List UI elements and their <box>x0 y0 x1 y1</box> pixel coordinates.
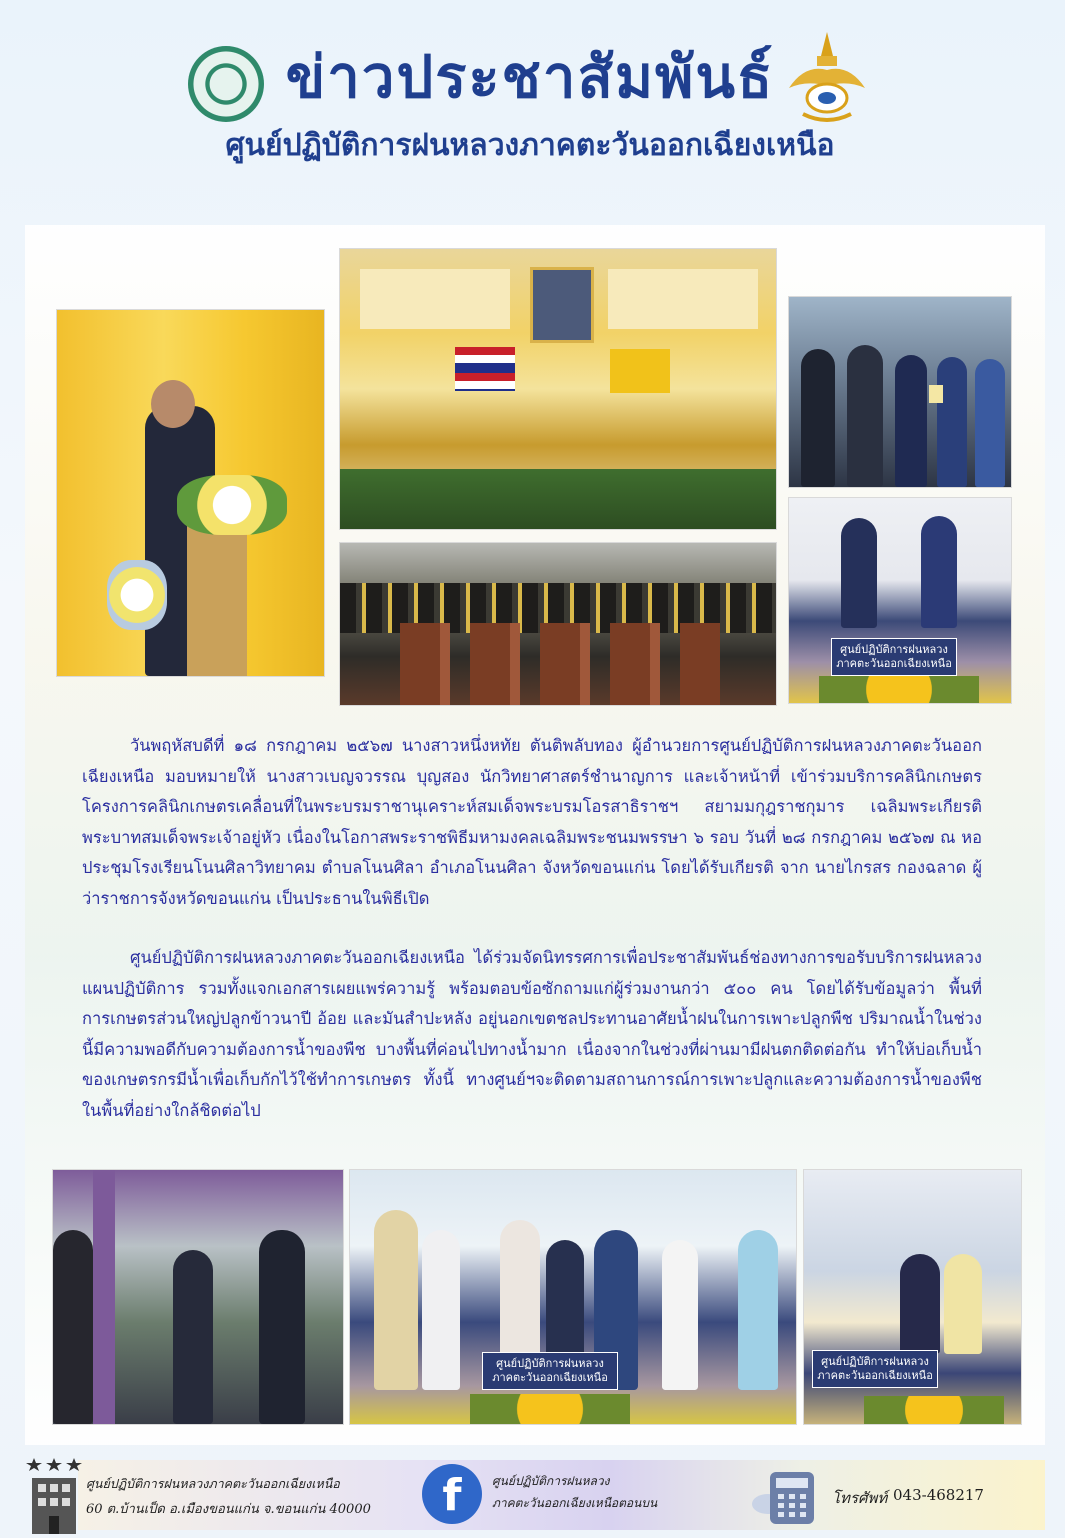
person-figure <box>53 1230 93 1424</box>
flower-arrangement <box>177 475 287 535</box>
award-photo <box>788 296 1012 488</box>
booth-sign <box>482 1352 618 1390</box>
visitor-figure <box>662 1240 698 1390</box>
booth-sign-line: ศูนย์ปฏิบัติการฝนหลวง <box>840 643 948 656</box>
footer-address-line-1: ศูนย์ปฏิบัติการฝนหลวงภาคตะวันออกเฉียงเหนือ <box>86 1476 340 1491</box>
pillar <box>93 1170 115 1424</box>
visitor-figure <box>738 1230 778 1390</box>
phone-label: โทรศัพท์ <box>832 1489 888 1507</box>
visitor-figure <box>374 1210 418 1390</box>
page-footer <box>0 1450 1065 1538</box>
sunflowers <box>864 1396 1004 1424</box>
staff-figure <box>841 518 877 628</box>
stage-photo <box>339 248 777 530</box>
sunflowers <box>470 1394 630 1424</box>
facebook-page-line-1[interactable]: ศูนย์ปฏิบัติการฝนหลวง <box>492 1474 610 1488</box>
staff-figure <box>921 516 957 628</box>
page-subtitle: ศูนย์ปฏิบัติการฝนหลวงภาคตะวันออกเฉียงเหนือ <box>225 128 835 163</box>
booth-sign-line: ภาคตะวันออกเฉียงเหนือ <box>836 657 952 670</box>
booth-sign-line: ศูนย์ปฏิบัติการฝนหลวง <box>496 1357 604 1370</box>
phone-number[interactable]: 043-468217 <box>893 1486 984 1504</box>
department-seal-icon <box>188 46 264 122</box>
visitor-figure <box>422 1230 460 1390</box>
banner-left <box>360 269 510 329</box>
page-header <box>0 0 1065 220</box>
visitor-figure <box>944 1254 982 1354</box>
article-paragraph-2: ศูนย์ปฏิบัติการฝนหลวงภาคตะวันออกเฉียงเหนือ ได้ร่วมจัดนิทรรศการเพื่อประชาสัมพันธ์ช่องทางการขอรับบริการฝนหลวง แผนปฏิบัติการ รวมทั้งแจกเอกสารเผยแพร่ความรู้ พร้อมตอบข้อซักถามแก่ผู้ร่วมงานกว่า ๕๐๐ คน โดยได้รับข้อมูลว่า พื้นที่การเกษตรส่วนใหญ่ปลูกข้าวนาปี อ้อย และมันสำปะหลัง อยู่นอกเขตชลประทานอาศัยน้ำฝนในการเพาะปลูกพืช ปริมาณน้ำในช่วงนี้มีความพอดีกับความต้องการน้ำของพืช บางพื้นที่ค่อนไปทางน้ำมาก เนื่องจากในช่วงที่ผ่านมามีฝนตกติดต่อกัน ทำให้บ่อเก็บน้ำของเกษตรกรมีน้ำเพื่อเก็บกักไว้ใช้ทำการเกษตร ทั้งนี้ ทางศูนย์ฯจะติดตามสถานการณ์การเพาะปลูกและความต้องการน้ำของพืชในพื้นที่อย่างใกล้ชิดต่อไป <box>82 948 982 1120</box>
sunflowers <box>819 676 979 703</box>
booth-consultation-photo <box>803 1169 1022 1425</box>
royal-rainmaking-emblem-icon <box>785 30 869 126</box>
article-paragraph-1: วันพฤหัสบดีที่ ๑๘ กรกฎาคม ๒๕๖๗ นางสาวหนึ่งหทัย ตันติพลับทอง ผู้อำนวยการศูนย์ปฏิบัติการฝนหลวงภาคตะวันออกเฉียงเหนือ มอบหมายให้ นางสาวเบญจวรรณ บุญสอง นักวิทยาศาสตร์ชำนาญการ และเจ้าหน้าที่ เข้าร่วมบริการคลินิกเกษตร โครงการคลินิกเกษตรเคลื่อนที่ในพระบรมราชานุเคราะห์สมเด็จพระบรมโอรสาธิราชฯ สยามมกุฎราชกุมาร เฉลิมพระเกียรติพระบาทสมเด็จพระเจ้าอยู่หัว เนื่องในโอกาสพระราชพิธีมหามงคลเฉลิมพระชนมพรรษา ๖ รอบ วันที่ ๒๘ กรกฎาคม ๒๕๖๗ ณ หอประชุมโรงเรียนโนนศิลาวิทยาคม ตำบลโนนศิลา อำเภอโนนศิลา จังหวัดขอนแก่น โดยได้รับเกียรติ จาก นายไกรสร กองฉลาด ผู้ว่าราชการจังหวัดขอนแก่น เป็นประธานในพิธีเปิด <box>82 736 982 908</box>
royal-yellow-flags <box>610 349 670 393</box>
booth-sign <box>831 638 957 676</box>
booth-visitors-photo <box>349 1169 797 1425</box>
booth-sign <box>812 1350 938 1388</box>
person-figure <box>801 349 835 487</box>
thai-flags <box>455 347 515 391</box>
person-figure <box>259 1230 305 1424</box>
booth-sign-line: ภาคตะวันออกเฉียงเหนือ <box>817 1369 933 1382</box>
banner-right <box>608 269 758 329</box>
wooden-chairs <box>400 623 720 705</box>
page-title: ข่าวประชาสัมพันธ์ <box>285 43 775 111</box>
telephone-icon <box>752 1464 824 1528</box>
exhibition-booth-photo <box>788 497 1012 704</box>
person-figure <box>895 355 927 487</box>
facebook-page-line-2[interactable]: ภาคตะวันออกเฉียงเหนือตอนบน <box>492 1496 658 1510</box>
stage-plants <box>340 469 776 529</box>
person-figure <box>975 359 1005 487</box>
royal-portrait <box>530 267 594 343</box>
person-figure <box>173 1250 213 1424</box>
building-icon <box>26 1456 82 1534</box>
flower-vase-left <box>107 560 167 630</box>
footer-address-line-2: 60 ต.บ้านเป็ด อ.เมืองขอนแก่น จ.ขอนแก่น 40000 <box>86 1502 371 1517</box>
facebook-icon[interactable]: f <box>422 1464 482 1524</box>
visit-photo <box>52 1169 344 1425</box>
person-figure <box>937 357 967 487</box>
speaker-photo <box>56 309 325 677</box>
staff-figure <box>900 1254 940 1354</box>
person-figure <box>847 345 883 487</box>
booth-sign-line: ภาคตะวันออกเฉียงเหนือ <box>492 1371 608 1384</box>
audience-photo <box>339 542 777 706</box>
booth-sign-line: ศูนย์ปฏิบัติการฝนหลวง <box>821 1355 929 1368</box>
speaker-head <box>151 380 195 428</box>
certificate <box>929 385 943 403</box>
